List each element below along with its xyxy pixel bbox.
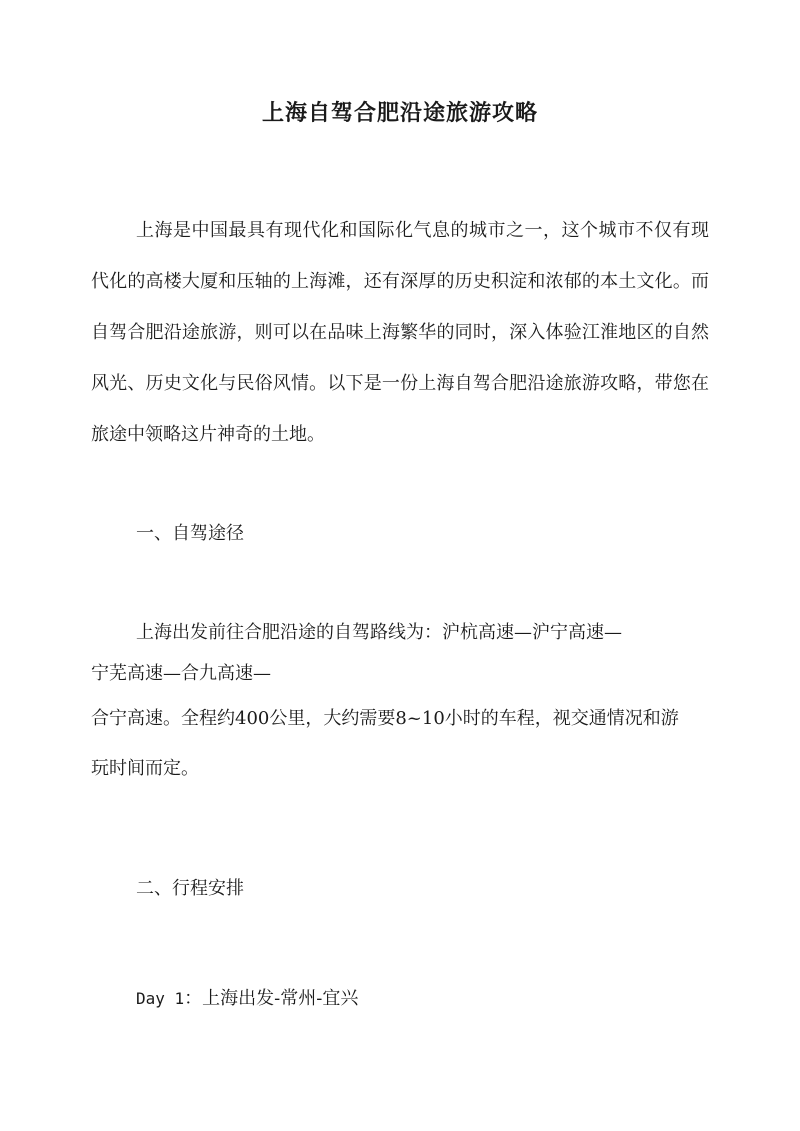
route-paragraph — [91, 612, 709, 794]
page-title: 上海自驾合肥沿途旅游攻略 — [261, 100, 538, 126]
intro-paragraph: 上海是中国最具有现代化和国际化气息的城市之一，这个城市不仅有现代化的高楼大厦和压轴的上海滩，还有深厚的历史积淀和浓郁的本土文化。而自驾合肥沿途旅游，则可以在品味上海繁华的同时，深入体验江淮地区的自然风光、历史文化与民俗风情。以下是一份上海自驾合肥沿途旅游攻略，带您在旅途中领略这片神奇的土地。 — [91, 220, 709, 445]
route-line: 合宁高速。全程约400公里，大约需要8~10小时的车程，视交通情况和游 — [91, 708, 679, 729]
route-line: 玩时间而定。 — [91, 758, 199, 779]
route-line: 上海出发前往合肥沿途的自驾路线为：沪杭高速—沪宁高速— — [136, 622, 622, 643]
day-1-route: ：上海出发-常州-宜兴 — [184, 988, 359, 1009]
route-line: 宁芜高速—合九高速— — [91, 663, 271, 684]
day-1-heading — [136, 973, 358, 1024]
day-1-label: Day 1 — [136, 989, 185, 1008]
section-heading-itinerary: 二、行程安排 — [136, 878, 244, 899]
section-heading-route: 一、自驾途径 — [136, 523, 244, 544]
